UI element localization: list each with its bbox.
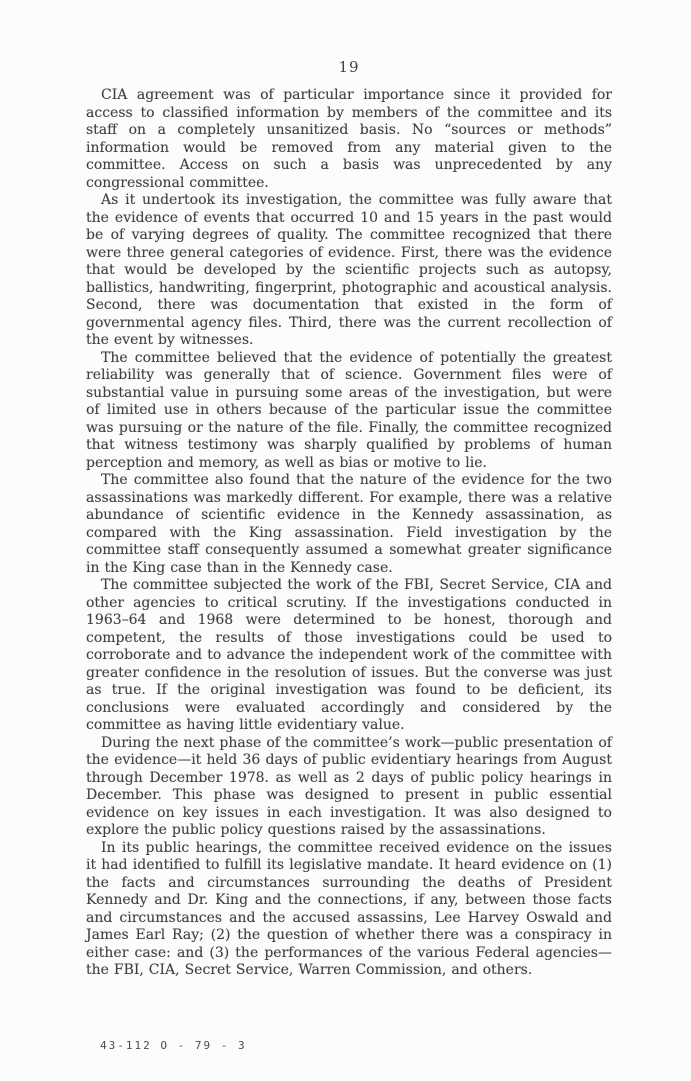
- paragraph-agency-scrutiny: The committee subjected the work of the FBI, Secret Service, CIA and other agencies to critical scrutiny. If the investigations conducted in 1963–64 and 1968 were determined to be honest, thorough and competent, the results of those investigations could be used to corroborate and to advance the independent work of the committee with greater confidence in the resolution of issues. But the converse was just as true. If the original investigation was found to be deficient, its conclusions were evaluated accordingly and considered by the committee as having little evidentiary value.: [86, 577, 612, 733]
- paragraph-reliability: The committee believed that the evidence of potentially the greatest reliability was generally that of science. Government files were of substantial value in pursuing some areas of the investigation, but were of limited use in others because of the particular issue the committee was pursuing or the nature of the file. Finally, the committee recognized that witness testimony was sharply qualified by problems of human perception and memory, as well as bias or motive to lie.: [86, 349, 612, 471]
- paragraph-cia-agreement: CIA agreement was of particular importance since it provided for access to classified information by members of the committee and its staff on a completely unsanitized basis. No “sources or methods” information would be removed from any material given to the committee. Access on such a basis was unprecedented by any congressional committee.: [86, 87, 612, 191]
- print-code: 43-112 O - 79 - 3: [100, 1039, 247, 1052]
- body-text: [86, 87, 612, 980]
- paragraph-evidence-nature: The committee also found that the nature of the evidence for the two assassinations was markedly different. For example, there was a relative abundance of scientific evidence in the Kennedy assassination, as compared with the King assassination. Field investigation by the committee staff consequently assumed a somewhat greater significance in the King case than in the Kennedy case.: [86, 472, 612, 576]
- page-number: 19: [338, 58, 360, 76]
- paragraph-public-hearings-phase: During the next phase of the committee’s work—public presentation of the evidence—it held 36 days of public evidentiary hearings from August through December 1978. as well as 2 days of public policy hearings in December. This phase was designed to present in public essential evidence on key issues in each investigation. It was also designed to explore the public policy questions raised by the assassinations.: [86, 734, 612, 838]
- paragraph-evidence-quality: As it undertook its investigation, the committee was fully aware that the evidence of events that occurred 10 and 15 years in the past would be of varying degrees of quality. The committee recognized that there were three general categories of evidence. First, there was the evidence that would be developed by the scientific projects such as autopsy, ballistics, handwriting, fingerprint, photographic and acoustical analysis. Second, there was documentation that existed in the form of governmental agency files. Third, there was the current recollection of the event by witnesses.: [86, 192, 612, 348]
- paragraph-hearings-issues: In its public hearings, the committee received evidence on the issues it had identified to fulfill its legislative mandate. It heard evidence on (1) the facts and circumstances surrounding the deaths of President Kennedy and Dr. King and the connections, if any, between those facts and circumstances and the accused assassins, Lee Harvey Oswald and James Earl Ray; (2) the question of whether there was a conspiracy in either case: and (3) the performances of the various Federal agencies—the FBI, CIA, Secret Service, Warren Commission, and others.: [86, 839, 612, 978]
